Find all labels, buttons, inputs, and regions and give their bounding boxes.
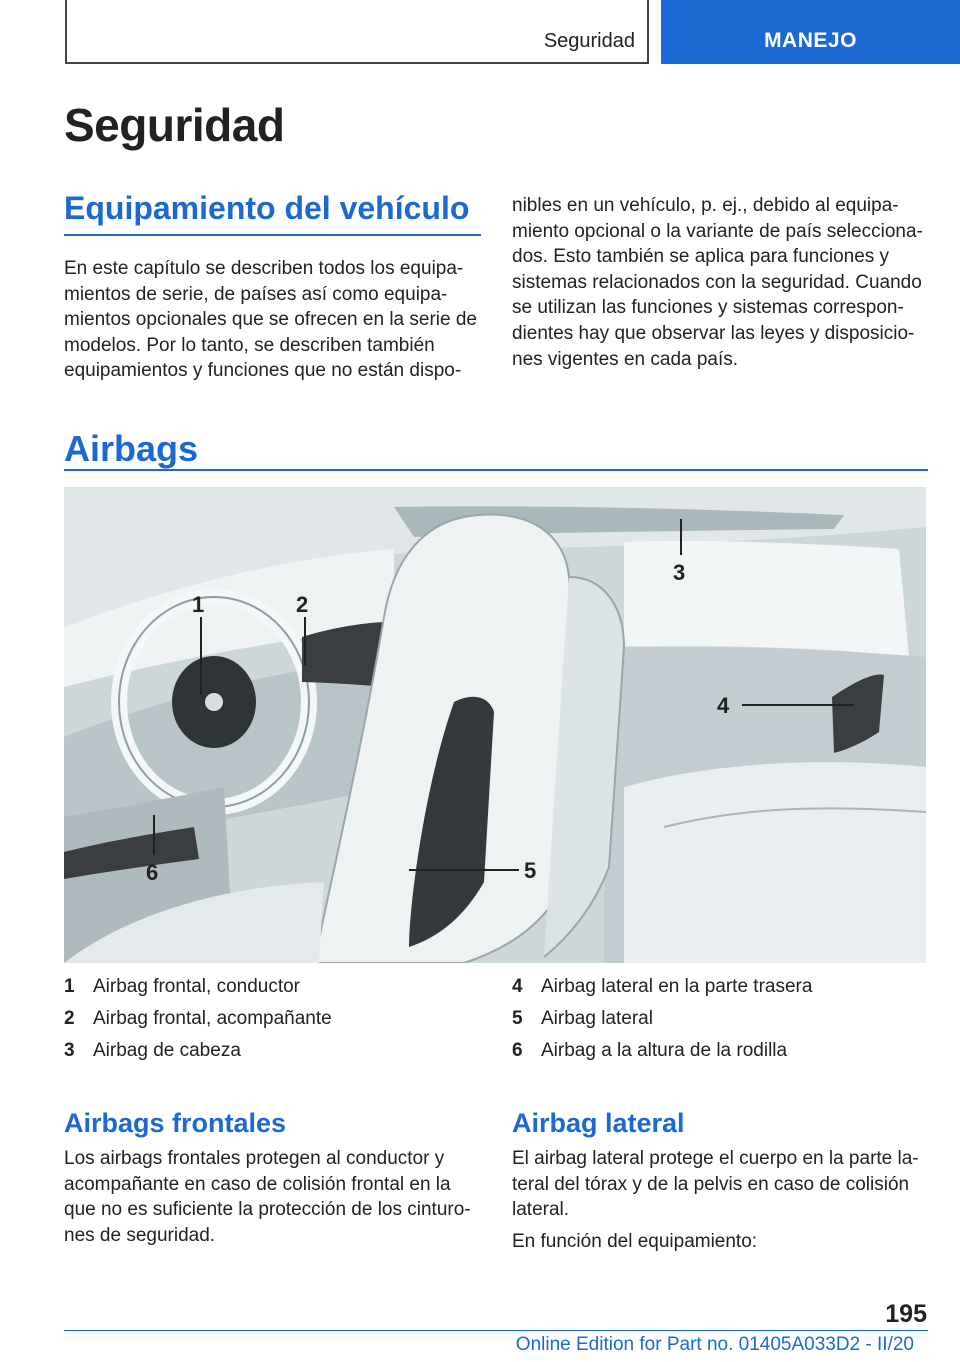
paragraph-airbag-lateral: El airbag lateral protege el cuerpo en la parte la- teral del tórax y de la pelvis en caso de colisión lateral. xyxy=(512,1148,919,1221)
figure-label-3: 3 xyxy=(673,560,686,585)
legend-number: 5 xyxy=(512,1008,523,1029)
footer-rule xyxy=(64,1330,928,1331)
legend-text: Airbag frontal, conductor xyxy=(93,976,301,997)
heading-equipamiento: Equipamiento del vehículo xyxy=(64,190,470,226)
header-chapter-tab: MANEJO xyxy=(661,0,960,64)
footer-edition: Online Edition for Part no. 01405A033D2 - II/20 xyxy=(515,1334,914,1355)
legend-text: Airbag frontal, acompañante xyxy=(93,1008,332,1029)
heading-underline xyxy=(64,469,928,471)
figure-label-1: 1 xyxy=(192,592,205,617)
legend-number: 2 xyxy=(64,1008,75,1029)
legend-item xyxy=(64,971,332,1003)
legend-item xyxy=(64,1003,332,1035)
legend-number: 1 xyxy=(64,976,75,997)
legend-text: Airbag de cabeza xyxy=(93,1040,241,1061)
legend-item xyxy=(512,1035,812,1067)
legend-item xyxy=(512,971,812,1003)
paragraph-airbags-frontales: Los airbags frontales protegen al conductor y acompañante en caso de colisión frontal en la que no es suficiente la protección de los cinturo- nes de seguridad. xyxy=(64,1148,471,1246)
legend-text: Airbag lateral xyxy=(541,1008,653,1029)
legend-number: 3 xyxy=(64,1040,75,1061)
legend-item xyxy=(512,1003,812,1035)
header-section-label: Seguridad xyxy=(543,30,635,52)
heading-airbags-frontales: Airbags frontales xyxy=(64,1108,287,1138)
page-title: Seguridad xyxy=(64,99,285,151)
legend-number: 6 xyxy=(512,1040,523,1061)
figure-label-5: 5 xyxy=(524,858,537,883)
airbag-illustration xyxy=(64,487,926,963)
figure-label-4: 4 xyxy=(717,693,730,718)
paragraph-equipamiento-2: nibles en un vehículo, p. ej., debido al equipa- miento opcional o la variante de país selecciona- dos. Esto también se aplica para funciones y sistemas relacionados con la seguridad. Cuando se utilizan las funciones y sistemas correspon- dientes hay que observar las leyes y disposicio- nes vigentes en cada país. xyxy=(512,195,923,370)
paragraph-equipamiento-note: En función del equipamiento: xyxy=(512,1231,758,1252)
legend-text: Airbag lateral en la parte trasera xyxy=(541,976,813,997)
legend-item xyxy=(64,1035,332,1067)
figure-label-6: 6 xyxy=(146,860,159,885)
paragraph-equipamiento-1: En este capítulo se describen todos los equipa- mientos de serie, de países así como equipa- mientos opcionales que se ofrecen en la serie de modelos. Por lo tanto, se describen también equipamientos y funciones que no están dispo- xyxy=(64,258,477,382)
figure-label-2: 2 xyxy=(296,592,309,617)
heading-airbag-lateral: Airbag lateral xyxy=(512,1108,685,1138)
page-number: 195 xyxy=(885,1300,927,1328)
legend-text: Airbag a la altura de la rodilla xyxy=(541,1040,788,1061)
legend-number: 4 xyxy=(512,976,523,997)
heading-airbags: Airbags xyxy=(64,428,199,469)
heading-underline xyxy=(64,234,481,236)
figure-legend-left xyxy=(64,971,332,1067)
figure-legend-right xyxy=(512,971,812,1067)
